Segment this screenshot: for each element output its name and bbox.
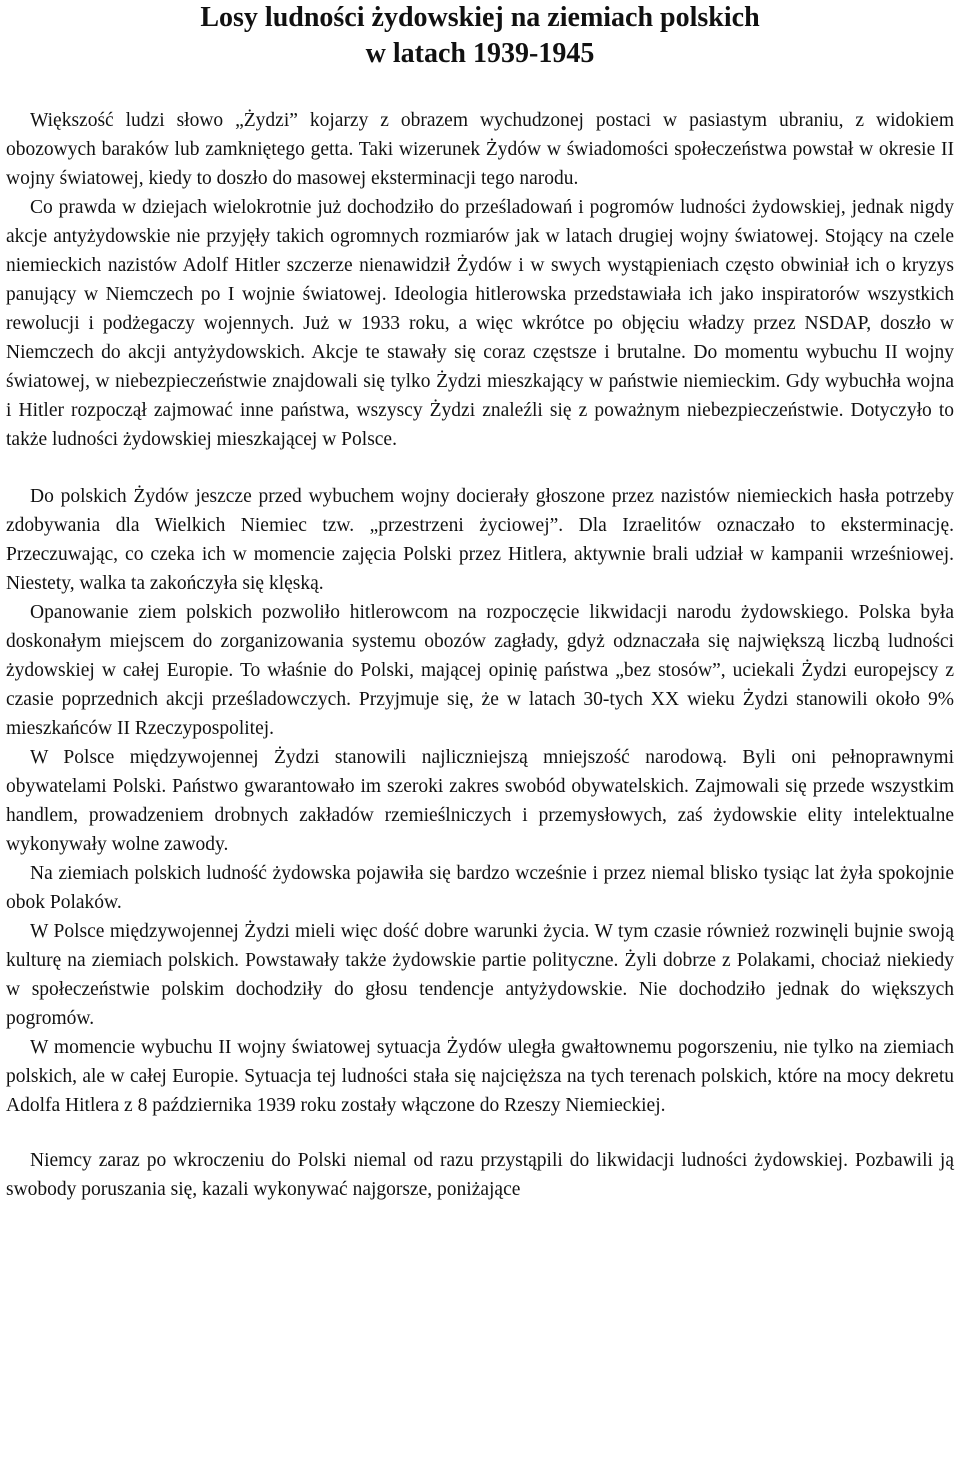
paragraph-outbreak-of-war: W momencie wybuchu II wojny światowej sytuacja Żydów uległa gwałtownemu pogorszeniu, nie tylko na ziemiach polskich, ale w całej Europie. Sytuacja tej ludności stała się najcięższa na tych terenach polskich, które na mocy dekretu Adolfa Hitlera z 8 października 1939 roku zostały włączone do Rzeszy Niemieckiej. [6,1037,954,1116]
paragraph-hitler-ideology: Co prawda w dziejach wielokrotnie już dochodziło do prześladowań i pogromów ludności żydowskiej, jednak nigdy akcje antyżydowskie nie przyjęły takich ogromnych rozmiarów jak w latach drugiej wojny światowej. Stojący na czele niemieckich nazistów Adolf Hitler szczerze nienawidził Żydów i w swych wystąpieniach często obwiniał ich o kryzys panujący w Niemczech po I wojnie światowej. Ideologia hitlerowska przedstawiała ich jako inspiratorów wszystkich rewolucji i podżegaczy wojennych. Już w 1933 roku, a więc wkrótce po objęciu władzy przez NSDAP, doszło w Niemczech do akcji antyżydowskich. Akcje te stawały się coraz częstsze i brutalne. Do momentu wybuchu II wojny światowej, w niebezpieczeństwie znajdowali się tylko Żydzi mieszkający w państwie niemieckim. Gdy wybuchła wojna i Hitler rozpoczął zajmować inne państwa, wszyscy Żydzi znaleźli się z poważnym niebezpieczeństwie. Dotyczyło to także ludności żydowskiej mieszkającej w Polsce. [6,197,954,450]
paragraph-intro: Większość ludzi słowo „Żydzi” kojarzy z obrazem wychudzonej postaci w pasiastym ubraniu, z widokiem obozowych baraków lub zamkniętego getta. Taki wizerunek Żydów w świadomości społeczeństwa powstał w okresie II wojny światowej, kiedy to doszło do masowej eksterminacji tego narodu. [6,110,954,189]
paragraph-interwar-minority: W Polsce międzywojennej Żydzi stanowili najliczniejszą mniejszość narodową. Byli oni pełnoprawnymi obywatelami Polski. Państwo gwarantowało im szeroki zakres swobód obywatelskich. Zajmowali się przede wszystkim handlem, prowadzeniem drobnych zakładów rzemieślniczych i przemysłowych, zaś żydowskie elity intelektualne wykonywały wolne zawody. [6,747,954,855]
paragraph-polish-jews-before-war: Do polskich Żydów jeszcze przed wybuchem wojny docierały głoszone przez nazistów niemieckich hasła potrzeby zdobywania dla Wielkich Niemiec tzw. „przestrzeni życiowej”. Dla Izraelitów oznaczało to eksterminację. Przeczuwając, co czeka ich w momencie zajęcia Polski przez Hitlera, aktywnie brali udział w kampanii wrześniowej. Niestety, walka ta zakończyła się klęską. [6,486,954,594]
spacer [6,454,954,482]
paragraph-germans-liquidation: Niemcy zaraz po wkroczeniu do Polski niemal od razu przystąpili do likwidacji ludności żydowskiej. Pozbawili ją swobody poruszania się, kazali wykonywać najgorsze, poniżające [6,1150,954,1200]
title-line-2: w latach 1939-1945 [365,38,595,69]
paragraph-occupation: Opanowanie ziem polskich pozwoliło hitlerowcom na rozpoczęcie likwidacji narodu żydowskiego. Polska była doskonałym miejscem do zorganizowania systemu obozów zagłady, gdyż odznaczała się największą liczbą ludności żydowskiej w całej Europie. To właśnie do Polski, mającej opinię państwa „bez stosów”, uciekali Żydzi europejscy z czasie poprzednich akcji prześladowczych. Przyjmuje się, że w latach 30-tych XX wieku Żydzi stanowili około 9% mieszkańców II Rzeczypospolitej. [6,602,954,739]
document-title [6,0,954,72]
paragraph-thousand-years: Na ziemiach polskich ludność żydowska pojawiła się bardzo wcześnie i przez niemal blisko tysiąc lat żyła spokojnie obok Polaków. [6,863,954,913]
spacer [6,1120,954,1146]
paragraph-interwar-conditions: W Polsce międzywojennej Żydzi mieli więc dość dobre warunki życia. W tym czasie również rozwinęli bujnie swoją kulturę na ziemiach polskich. Powstawały także żydowskie partie polityczne. Żyli dobrze z Polakami, chociaż niekiedy w społeczeństwie polskim dochodziły do głosu tendencje antyżydowskie. Nie dochodziło jednak do większych pogromów. [6,921,954,1029]
spacer [6,72,954,106]
title-line-1: Losy ludności żydowskiej na ziemiach polskich [200,2,760,33]
